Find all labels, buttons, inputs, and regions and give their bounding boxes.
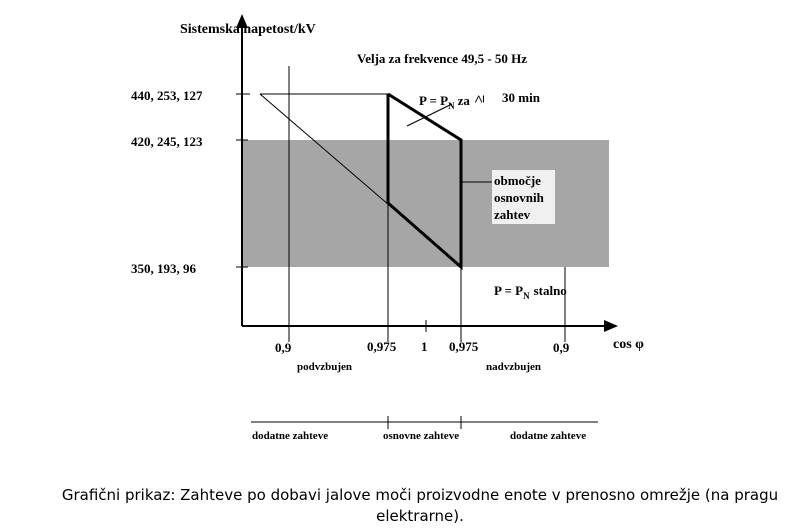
p-pn-30min-label: $P = P_N$ za [419, 93, 470, 111]
x-tick-label-0-975-left: 0,975 [367, 339, 397, 354]
figure-caption: Grafični prikaz: Zahteve po dobavi jalove moči proizvodne enote v prenosno omrežje (na pragu elektrarne). [61, 486, 779, 525]
bottom-bar-center-label: osnovne zahteve [383, 430, 460, 442]
p-pn-30min-duration: 30 min [502, 90, 540, 105]
y-axis-title: Sistemska napetost/kV [180, 22, 316, 37]
x-tick-label-0-9-right: 0,9 [553, 340, 570, 355]
overexcited-label: nadvzbujen [486, 361, 542, 373]
bottom-bar-left-label: dodatne zahteve [252, 430, 329, 442]
x-axis-title: cos φ [613, 337, 644, 352]
y-tick-label-350: 350, 193, 96 [131, 261, 196, 276]
x-tick-label-0-975-right: 0,975 [449, 339, 479, 354]
base-area-label-line-2: osnovnih [494, 190, 544, 205]
bottom-bar-right-label: dodatne zahteve [510, 430, 587, 442]
x-tick-label-0-9-left: 0,9 [275, 340, 292, 355]
underexcited-label: podvzbujen [297, 361, 353, 373]
x-tick-label-1: 1 [421, 339, 428, 354]
frequency-note: Velja za frekvence 49,5 - 50 Hz [357, 51, 528, 66]
base-area-label-line-3: zahtev [494, 207, 531, 222]
greater-equal-symbol: ≥ [472, 94, 488, 103]
base-area-label-line-1: območje [494, 173, 541, 188]
y-tick-label-440: 440, 253, 127 [131, 88, 203, 103]
p-pn-stalno-label: $P = P_N$ stalno [494, 283, 567, 301]
y-tick-label-420: 420, 245, 123 [131, 134, 203, 149]
x-axis-arrow [604, 320, 618, 332]
